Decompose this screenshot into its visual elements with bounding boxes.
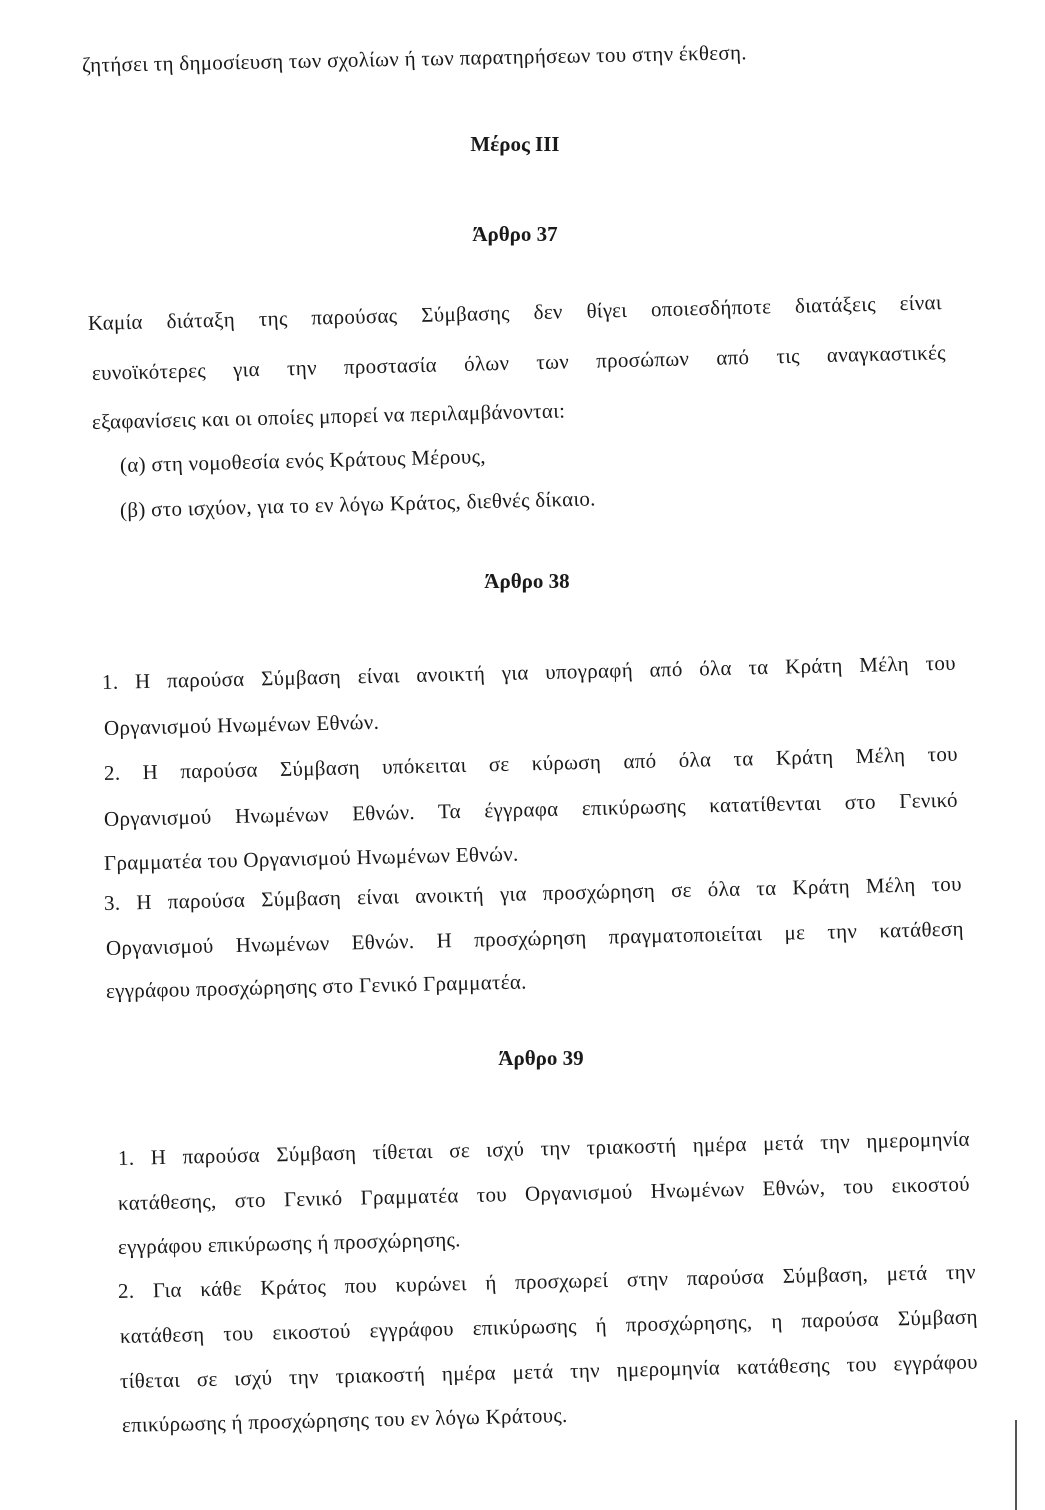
article-39-title: Άρθρο 39 [498, 1046, 584, 1070]
scan-edge-mark [1015, 1420, 1017, 1510]
article-39-line-7: επικύρωσης ή προσχώρησης του εν λόγω Κράτους. [121, 1402, 568, 1437]
article-37-item-b: (β) στο ισχύον, για το εν λόγω Κράτος, διεθνές δίκαιο. [119, 486, 596, 522]
article-39-line-2: κατάθεσης, στο Γενικό Γραμματέα του Οργανισμού Ηνωμένων Εθνών, του εικοστού [117, 1171, 971, 1215]
part-title: Μέρος ΙΙΙ [470, 132, 560, 156]
article-38-line-4: Οργανισμού Ηνωμένων Εθνών. Τα έγγραφα επικύρωσης κατατίθενται στο Γενικό [103, 787, 959, 831]
article-38-line-8: εγγράφου προσχώρησης στο Γενικό Γραμματέα. [105, 969, 527, 1003]
article-38-line-2: Οργανισμού Ηνωμένων Εθνών. [103, 709, 380, 740]
article-37-title: Άρθρο 37 [472, 222, 558, 246]
article-39-line-5: κατάθεση του εικοστού εγγράφου επικύρωσης ή προσχώρησης, η παρούσα Σύμβαση [119, 1304, 979, 1348]
article-38-line-3: 2. Η παρούσα Σύμβαση υπόκειται σε κύρωση από όλα τα Κράτη Μέλη του [103, 741, 959, 785]
article-38-line-7: Οργανισμού Ηνωμένων Εθνών. Η προσχώρηση πραγματοποιείται με την κατάθεση [105, 916, 965, 960]
article-39-line-1: 1. Η παρούσα Σύμβαση τίθεται σε ισχύ την τριακοστή ημέρα μετά την ημερομηνία [117, 1126, 971, 1170]
article-37-item-a: (α) στη νομοθεσία ενός Κράτους Μέρους, [119, 444, 487, 477]
article-38-title: Άρθρο 38 [484, 569, 570, 593]
article-38-line-6: 3. Η παρούσα Σύμβαση είναι ανοικτή για προσχώρηση σε όλα τα Κράτη Μέλη του [103, 871, 963, 915]
article-39-line-3: εγγράφου επικύρωσης ή προσχώρησης. [117, 1227, 461, 1259]
article-39-line-6: τίθεται σε ισχύ την τριακοστή ημέρα μετά την ημερομηνία κατάθεσης του εγγράφου [119, 1349, 979, 1393]
article-37-line-3: εξαφανίσεις και οι οποίες μπορεί να περιλαμβάνονται: [91, 398, 566, 434]
article-39-line-4: 2. Για κάθε Κράτος που κυρώνει ή προσχωρεί στην παρούσα Σύμβαση, μετά την [117, 1259, 977, 1303]
intro-line: ζητήσει τη δημοσίευση των σχολίων ή των παρατηρήσεων του στην έκθεση. [81, 40, 748, 77]
article-37-line-1: Καμία διάταξη της παρούσας Σύμβασης δεν θίγει οποιεσδήποτε διατάξεις είναι [87, 290, 943, 335]
article-37-line-2: ευνοϊκότερες για την προστασία όλων των προσώπων από τις αναγκαστικές [91, 340, 947, 385]
article-38-line-1: 1. Η παρούσα Σύμβαση είναι ανοικτή για υπογραφή από όλα τα Κράτη Μέλη του [101, 650, 957, 694]
article-38-line-5: Γραμματέα του Οργανισμού Ηνωμένων Εθνών. [103, 841, 519, 875]
